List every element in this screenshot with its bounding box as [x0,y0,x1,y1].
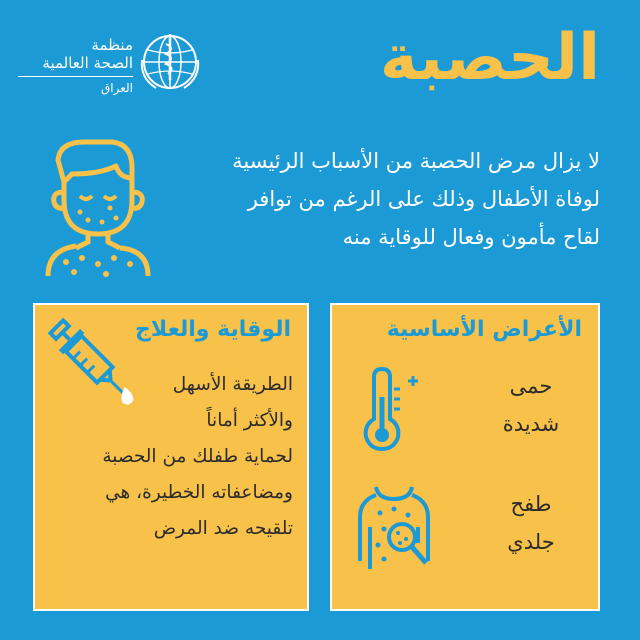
symptoms-title: الأعراض الأساسية [386,317,582,342]
symptom-fever [476,367,586,443]
symptom-fever-line-2: شديدة [502,412,560,436]
intro-line-2: لوفاة الأطفال وذلك على الرغم من توافر [247,187,600,211]
who-logo [18,30,208,110]
logo-text [18,36,133,72]
symptom-rash-line-2: جلدي [507,530,555,554]
intro-text [140,142,600,256]
prevention-text [43,367,293,547]
logo-line-3: العراق [100,81,133,95]
prevention-line-4: ومضاعفاته الخطيرة، هي [105,482,293,503]
prevention-card [33,303,309,611]
symptom-rash [476,485,586,561]
prevention-line-1: الطريقة الأسهل [172,374,293,395]
thermometer-icon [352,367,422,451]
skin-rash-icon [354,483,434,573]
page-title: الحصبة [379,21,600,95]
prevention-title: الوقاية والعلاج [135,317,291,342]
prevention-line-2: والأكثر أماناً [206,410,293,431]
symptom-rash-line-1: طفح [510,492,552,516]
who-emblem-icon [138,30,202,94]
logo-line-2: الصحة العالمية [42,54,133,72]
intro-line-3: لقاح مأمون وفعال للوقاية منه [342,225,600,249]
symptom-fever-line-1: حمى [509,374,553,398]
logo-line-1: منظمة [91,36,133,54]
prevention-line-5: تلقيحه ضد المرض [153,518,293,539]
logo-divider [18,76,133,77]
symptoms-card [330,303,600,611]
intro-line-1: لا يزال مرض الحصبة من الأسباب الرئيسية [232,149,600,173]
prevention-line-3: لحماية طفلك من الحصبة [102,446,293,467]
